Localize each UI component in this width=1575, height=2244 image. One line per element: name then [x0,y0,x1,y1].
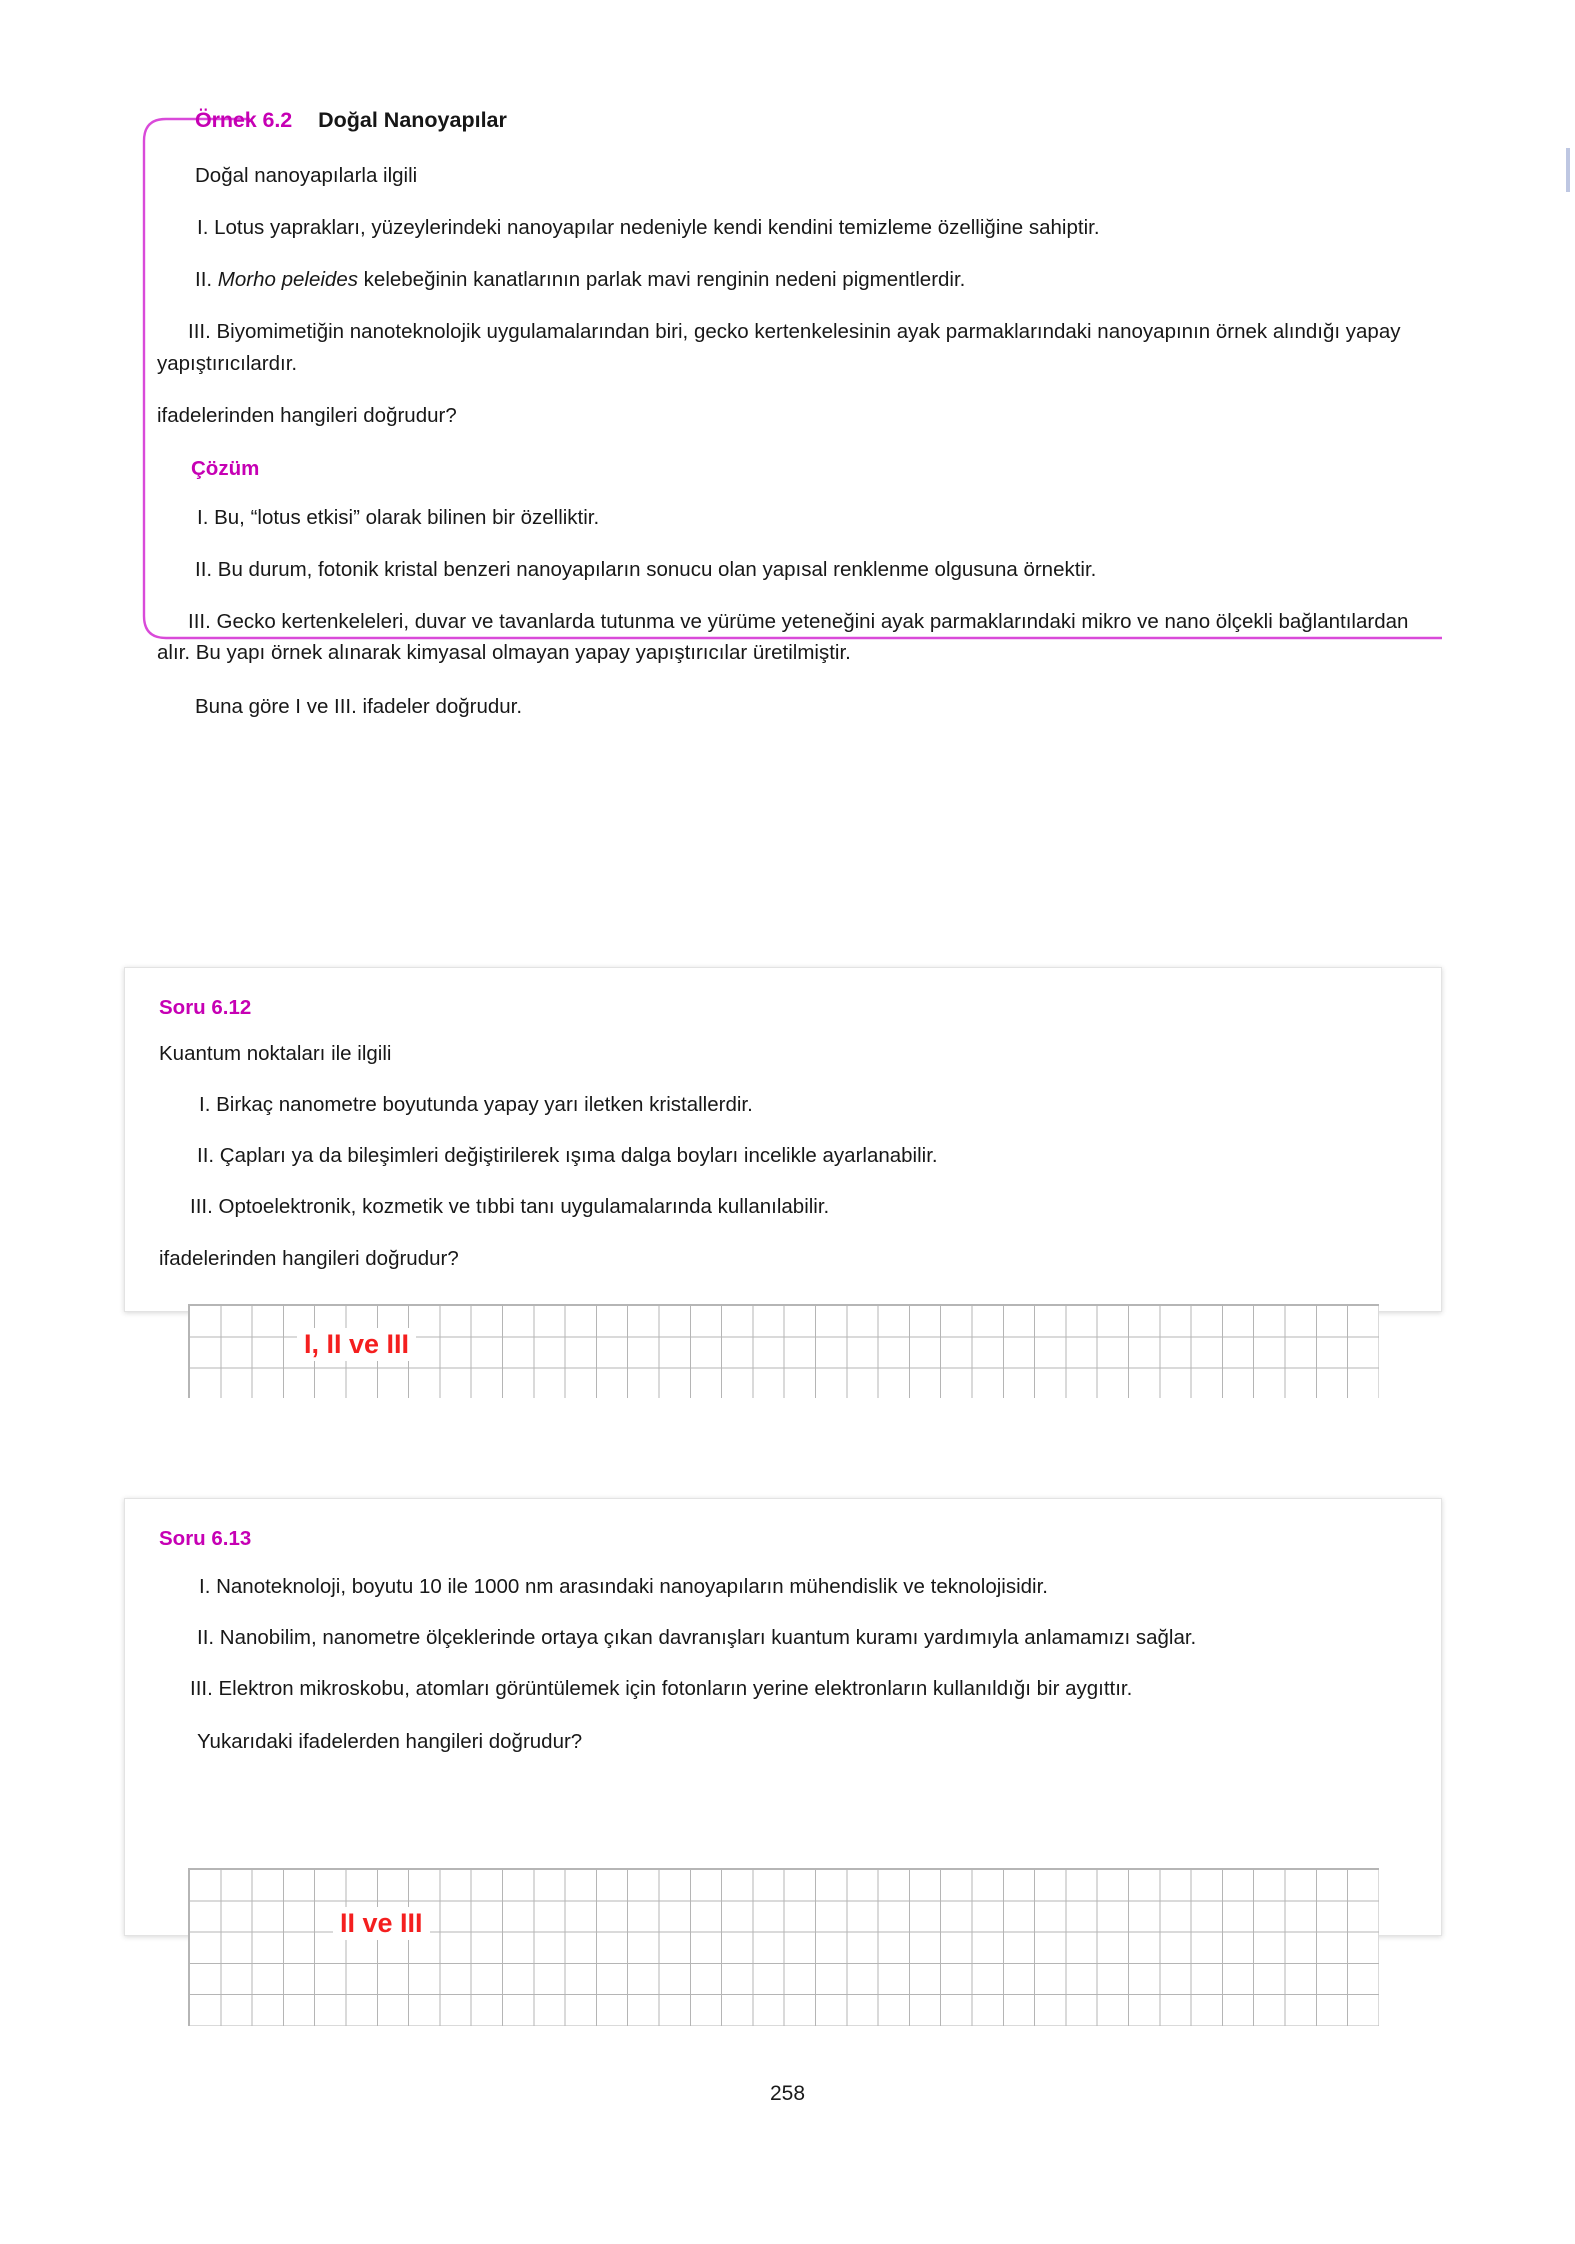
item-numeral: III. [190,1195,213,1219]
item-text: Gecko kertenkeleleri, duvar ve tavanlarda tutunma ve yürüme yeteneğini ayak parmaklarındaki mikro ve nano ölçekli bağlantılardan alır. Bu yapı örnek alınarak kimyasal olmayan yapay yapıştırıcılar üretilmiştir. [157,610,1409,665]
answer-grid-6-12[interactable] [188,1304,1379,1398]
item-text: Lotus yaprakları, yüzeylerindeki nanoyapılar nedeniyle kendi kendini temizleme özelliğine sahiptir. [208,216,1100,240]
example-conclusion: Buna göre I ve III. ifadeler doğrudur. [195,694,523,718]
item-numeral: III. [190,1677,213,1701]
question-prompt: Yukarıdaki ifadelerden hangileri doğrudur? [197,1730,583,1754]
item-text: Bu, “lotus etkisi” olarak bilinen bir özelliktir. [208,505,600,529]
example-header [195,108,1442,138]
question-item-3 [159,1191,1407,1222]
answer-ink-6-12: I, II ve III [297,1328,416,1361]
question-title: Soru 6.13 [159,1527,252,1550]
item-text: Optoelektronik, kozmetik ve tıbbi tanı uygulamalarında kullanılabilir. [212,1195,830,1219]
item-text: Birkaç nanometre boyutunda yapay yarı iletken kristallerdir. [210,1093,753,1117]
answer-ink-6-13: II ve III [333,1907,430,1940]
item-numeral: III. [188,320,211,344]
item-text: Nanobilim, nanometre ölçeklerinde ortaya çıkan davranışları kuantum kuramı yardımıyla anlamamızı sağlar. [214,1626,1197,1650]
example-block [122,108,1442,722]
question-item-2 [159,1622,1407,1653]
item-numeral: II. [197,1626,215,1650]
page-number: 258 [769,2082,806,2105]
question-item-2 [159,1140,1407,1171]
scrollbar-sliver[interactable] [1566,148,1570,192]
question-prompt: ifadelerinden hangileri doğrudur? [159,1246,459,1270]
item-text: Elektron mikroskobu, atomları görüntülemek için fotonların yerine elektronların kullanıldığı bir aygıttır. [212,1677,1133,1701]
question-item-3 [159,1673,1407,1704]
item-numeral: II. [195,268,213,292]
item-numeral: I. [199,1575,211,1598]
example-title: Doğal Nanoyapılar [318,108,507,132]
example-lead: Doğal nanoyapılarla ilgili [195,164,418,187]
item-numeral: III. [188,610,211,634]
item-text: Bu durum, fotonik kristal benzeri nanoyapıların sonucu olan yapısal renklenme olgusuna örnektir. [212,558,1097,582]
answer-grid-6-13[interactable] [188,1868,1379,2026]
item-numeral: I. [197,505,209,529]
example-item-2 [157,264,1442,295]
question-title: Soru 6.12 [159,996,252,1019]
item-numeral: I. [199,1093,211,1117]
solution-item-3 [157,606,1442,668]
item-text: Nanoteknoloji, boyutu 10 ile 1000 nm arasındaki nanoyapıların mühendislik ve teknolojisidir. [210,1575,1048,1598]
question-card-6-12 [124,967,1442,1312]
item-numeral: II. [197,1144,215,1168]
question-item-1 [159,1571,1407,1602]
example-item-1 [157,212,1442,243]
solution-item-2 [157,554,1442,585]
item-numeral: I. [197,216,209,240]
solution-label: Çözüm [191,456,260,480]
item-numeral: II. [195,558,213,582]
example-label: Örnek 6.2 [195,108,293,132]
question-item-1 [159,1089,1407,1120]
question-lead: Kuantum noktaları ile ilgili [159,1042,392,1065]
item-text-post: kelebeğinin kanatlarının parlak mavi renginin nedeni pigmentlerdir. [357,268,966,292]
solution-item-1 [157,502,1442,533]
species-name: Morho peleides [217,268,358,292]
example-question: ifadelerinden hangileri doğrudur? [157,403,457,427]
item-text: Biyomimetiğin nanoteknolojik uygulamalarından biri, gecko kertenkelesinin ayak parmaklarındaki nanoyapının örnek alındığı yapay yapıştırıcılardır. [157,320,1401,375]
example-item-3 [157,316,1442,378]
item-text: Çapları ya da bileşimleri değiştirilerek ışıma dalga boyları incelikle ayarlanabilir. [214,1144,938,1168]
